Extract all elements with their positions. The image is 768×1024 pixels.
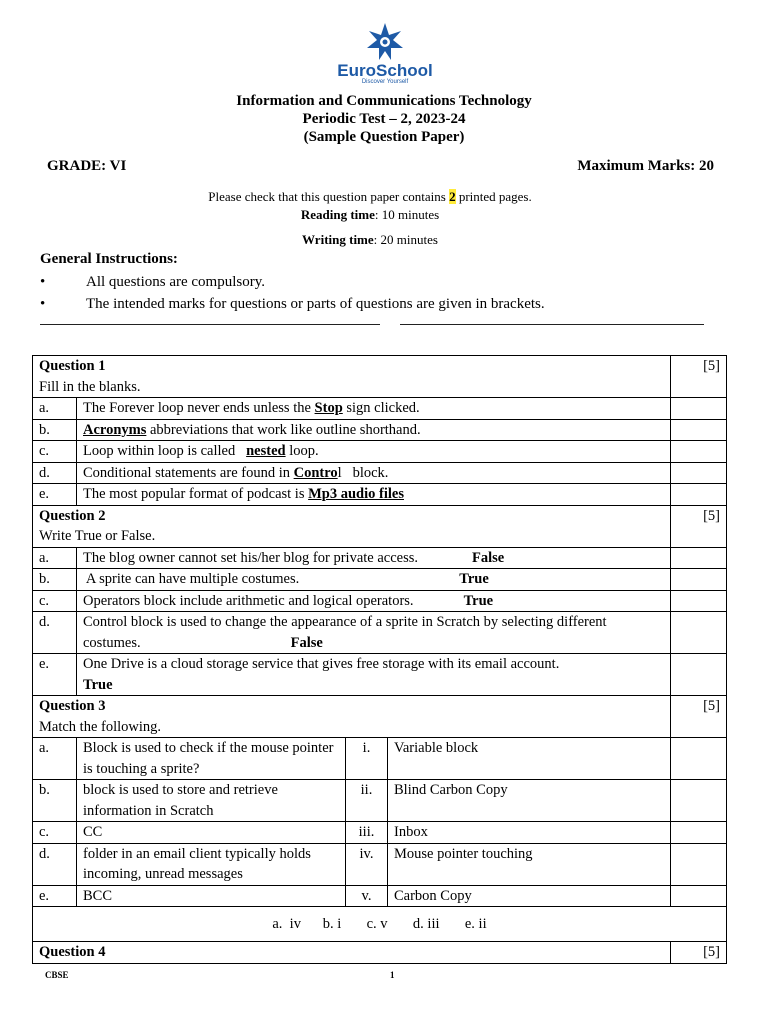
- tf-answer: False: [472, 549, 505, 566]
- instruction-item: • The intended marks for questions or parts of questions are given in brackets.: [40, 296, 545, 312]
- question-prompt: Fill in the blanks.: [39, 378, 141, 395]
- reading-time: Reading time: 10 minutes: [300, 207, 440, 222]
- blank-answer: Acronyms: [83, 421, 147, 438]
- table-row: c. Operators block include arithmetic and logical operators. True: [33, 590, 727, 612]
- question-prompt: Match the following.: [39, 718, 162, 735]
- question-marks: [5]: [671, 505, 727, 547]
- tf-answer: True: [463, 592, 494, 609]
- table-row: d. Control block is used to change the appearance of a sprite in Scratch by selecting different costumes. False: [33, 612, 727, 654]
- table-row: c. Loop within loop is called nested loop.: [33, 441, 727, 463]
- match-row: b. block is used to store and retrieve information in Scratch ii. Blind Carbon Copy: [33, 780, 727, 822]
- question-header-row: [33, 942, 727, 964]
- table-row: b. Acronyms abbreviations that work like outline shorthand.: [33, 419, 727, 441]
- blank-answer: Contro: [293, 464, 338, 481]
- paper-subject: Information and Communications Technology: [236, 93, 532, 109]
- table-row: d. Conditional statements are found in Control block.: [33, 462, 727, 484]
- question-title: Question 4: [39, 944, 106, 960]
- question-marks: [5]: [671, 356, 727, 398]
- table-row: a. The Forever loop never ends unless the Stop sign clicked.: [33, 398, 727, 420]
- writing-time: Writing time: 20 minutes: [302, 232, 438, 247]
- footer-page-number: 1: [390, 970, 395, 980]
- brand-tagline: Discover Yourself: [361, 79, 409, 85]
- question-prompt: Write True or False.: [39, 528, 156, 544]
- blank-answer: nested: [246, 443, 286, 459]
- divider-line: [400, 324, 704, 325]
- blank-answer: Mp3 audio files: [308, 486, 404, 502]
- page-check-note: Please check that this question paper contains 2 printed pages.: [208, 189, 532, 204]
- max-marks-label: Maximum Marks: 20: [577, 158, 714, 174]
- brand-name: EuroSchool: [337, 61, 433, 80]
- question-header-row: [33, 505, 727, 547]
- paper-type: (Sample Question Paper): [303, 129, 465, 145]
- table-row: e. One Drive is a cloud storage service that gives free storage with its email account. True: [33, 654, 727, 696]
- paper-test: Periodic Test – 2, 2023-24: [302, 111, 466, 127]
- footer-board: CBSE: [45, 970, 69, 980]
- grade-label: GRADE: VI: [47, 158, 127, 174]
- blank-answer: Stop: [314, 400, 343, 416]
- match-row: c. CC iii. Inbox: [33, 822, 727, 844]
- table-row: b. A sprite can have multiple costumes. True: [33, 569, 727, 591]
- question-marks: [5]: [671, 942, 727, 964]
- question-header-row: [33, 696, 727, 738]
- divider-line: [40, 324, 380, 325]
- match-answers: a. iv b. i c. v d. iii e. ii: [33, 907, 727, 942]
- match-row: a. Block is used to check if the mouse pointer is touching a sprite? i. Variable block: [33, 738, 727, 780]
- instruction-item: • All questions are compulsory.: [40, 274, 265, 290]
- match-row: e. BCC v. Carbon Copy: [33, 885, 727, 907]
- table-row: e. The most popular format of podcast is Mp3 audio files: [33, 484, 727, 506]
- match-row: d. folder in an email client typically holds incoming, unread messages iv. Mouse pointer touching: [33, 843, 727, 885]
- tf-answer: True: [459, 571, 489, 587]
- euroschool-logo: [330, 22, 440, 90]
- question-header-row: [33, 356, 727, 398]
- general-instructions-title: General Instructions:: [40, 251, 178, 267]
- question-marks: [5]: [671, 696, 727, 738]
- tf-answer: True: [83, 676, 113, 693]
- match-answers-row: [33, 907, 727, 942]
- question-title: Question 1: [39, 358, 106, 374]
- question-table: [32, 355, 727, 964]
- question-title: Question 2: [39, 507, 106, 524]
- question-title: Question 3: [39, 698, 106, 714]
- table-row: a. The blog owner cannot set his/her blog for private access. False: [33, 547, 727, 569]
- tf-answer: False: [290, 634, 323, 651]
- star-emblem-icon: [363, 22, 407, 62]
